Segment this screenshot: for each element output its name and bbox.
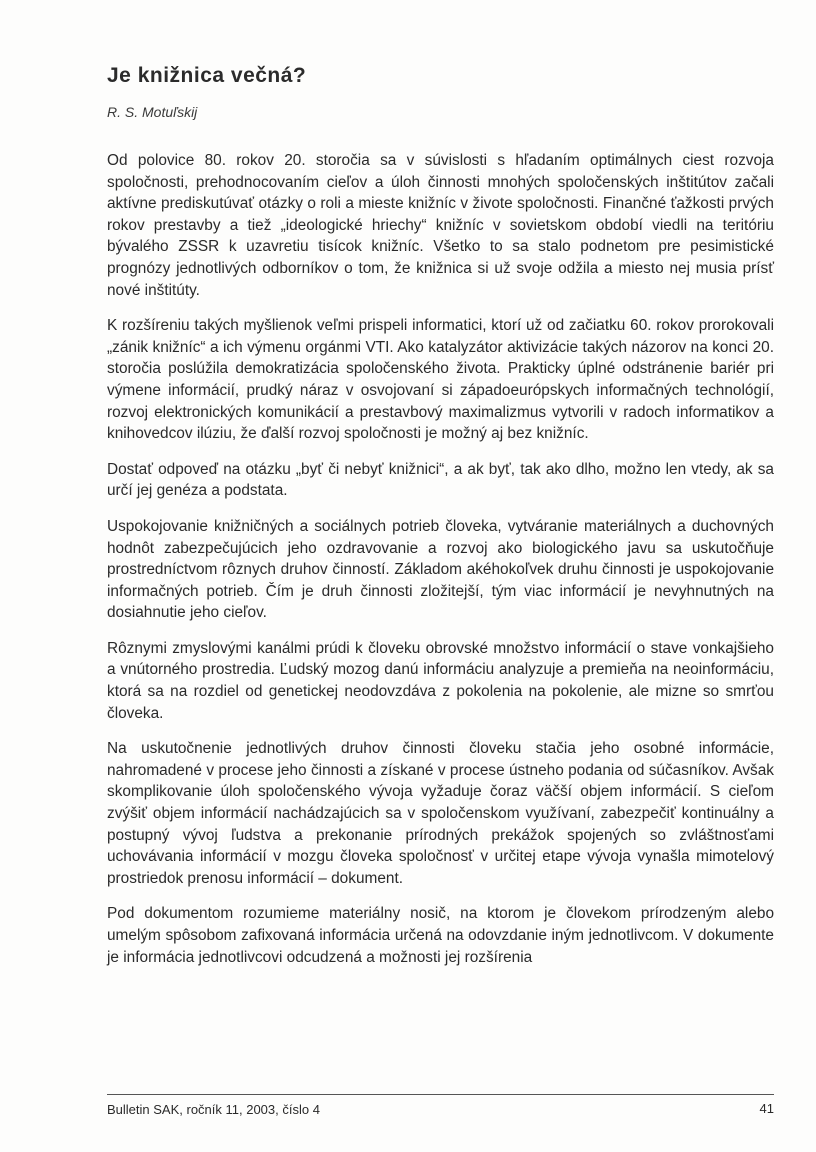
paragraph: Rôznymi zmyslovými kanálmi prúdi k človeku obrovské množstvo informácií o stave vonkajšieho a vnútorného prostredia. Ľudský mozog danú informáciu analyzuje a premieňa na neoinformáciu, ktorá sa na rozdiel od genetickej neodovzdáva z pokolenia na pokolenie, ale mizne so smrťou človeka.: [107, 639, 774, 722]
paragraph: Od polovice 80. rokov 20. storočia sa v súvislosti s hľadaním optimálnych ciest rozvoja spoločnosti, prehodnocovaním cieľov a úloh činnosti mnohých spoločenských inštitútov začali aktívne prediskutúvať otázky o roli a mieste knižníc v živote spoločnosti. Finančné ťažkosti prvých rokov prestavby a tiež „ideologické hriechy“ knižníc v sovietskom období viedli na teritóriu bývalého ZSSR k uzavretiu tisícok knižníc. Všetko to sa stalo podnetom pre pesimistické prognózy jednotlivých odborníkov o tom, že knižnica si už svoje odžila a miesto nej musia prísť nové inštitúty.: [107, 152, 774, 299]
paragraph: Pod dokumentom rozumieme materiálny nosič, na ktorom je človekom prírodzeným alebo umelým spôsobom zafixovaná informácia určená na odovzdanie iným jednotlivcom. V dokumente je informácia jednotlivcovi odcudzená a možnosti jej rozšírenia: [107, 905, 774, 966]
paragraph: Dostať odpoveď na otázku „byť či nebyť knižnici“, a ak byť, tak ako dlho, možno len vtedy, ak sa určí jej genéza a podstata.: [107, 460, 774, 500]
page-number: 41: [759, 1101, 774, 1116]
paragraph: Uspokojovanie knižničných a sociálnych potrieb človeka, vytváranie materiálnych a duchovných hodnôt zabezpečujúcich jeho ozdravovanie a rozvoj ako biologického javu sa uskutočňuje prostredníctvom rôznych druhov činností. Základom akéhokoľvek druhu činnosti je uspokojovanie informačných potrieb. Čím je druh činnosti zložitejší, tým viac informácií je nevyhnutných na dosiahnutie jeho cieľov.: [107, 517, 774, 622]
footer-divider: [107, 1094, 774, 1095]
article-body: [107, 150, 774, 982]
article-title: Je knižnica večná?: [107, 64, 307, 87]
article-author: R. S. Motuľskij: [107, 104, 198, 120]
paragraph: K rozšíreniu takých myšlienok veľmi prispeli informatici, ktorí už od začiatku 60. rokov prorokovali „zánik knižníc“ a ich výmenu orgánmi VTI. Ako katalyzátor aktivizácie takých názorov na konci 20. storočia poslúžila demokratizácia spoločenského života. Prakticky úplné odstránenie bariér pri výmene informácií, prudký náraz v osvojovaní si západoeurópskych informačných technológií, rozvoj elektronických komunikácií a prestavbový maximalizmus vytvorili v radoch informatikov a knihovedcov ilúziu, že ďalší rozvoj spoločnosti je možný aj bez knižníc.: [107, 317, 774, 443]
paragraph: Na uskutočnenie jednotlivých druhov činnosti človeku stačia jeho osobné informácie, nahromadené v procese jeho činnosti a získané v procese ústneho podania od súčasníkov. Avšak skomplikovanie úloh spoločenského vývoja vyžaduje čoraz väčší objem informácií. S cieľom zvýšiť objem informácií nachádzajúcich sa v spoločenskom využívaní, zabezpečiť kontinuálny a postupný vývoj ľudstva a prekonanie prírodných prekážok spojených so zvláštnosťami uchovávania informácií v mozgu človeka spoločnosť v určitej etape vývoja vynašla mimotelový prostriedok prenosu informácií – dokument.: [107, 740, 774, 887]
footer-journal-info: Bulletin SAK, ročník 11, 2003, číslo 4: [107, 1102, 320, 1117]
